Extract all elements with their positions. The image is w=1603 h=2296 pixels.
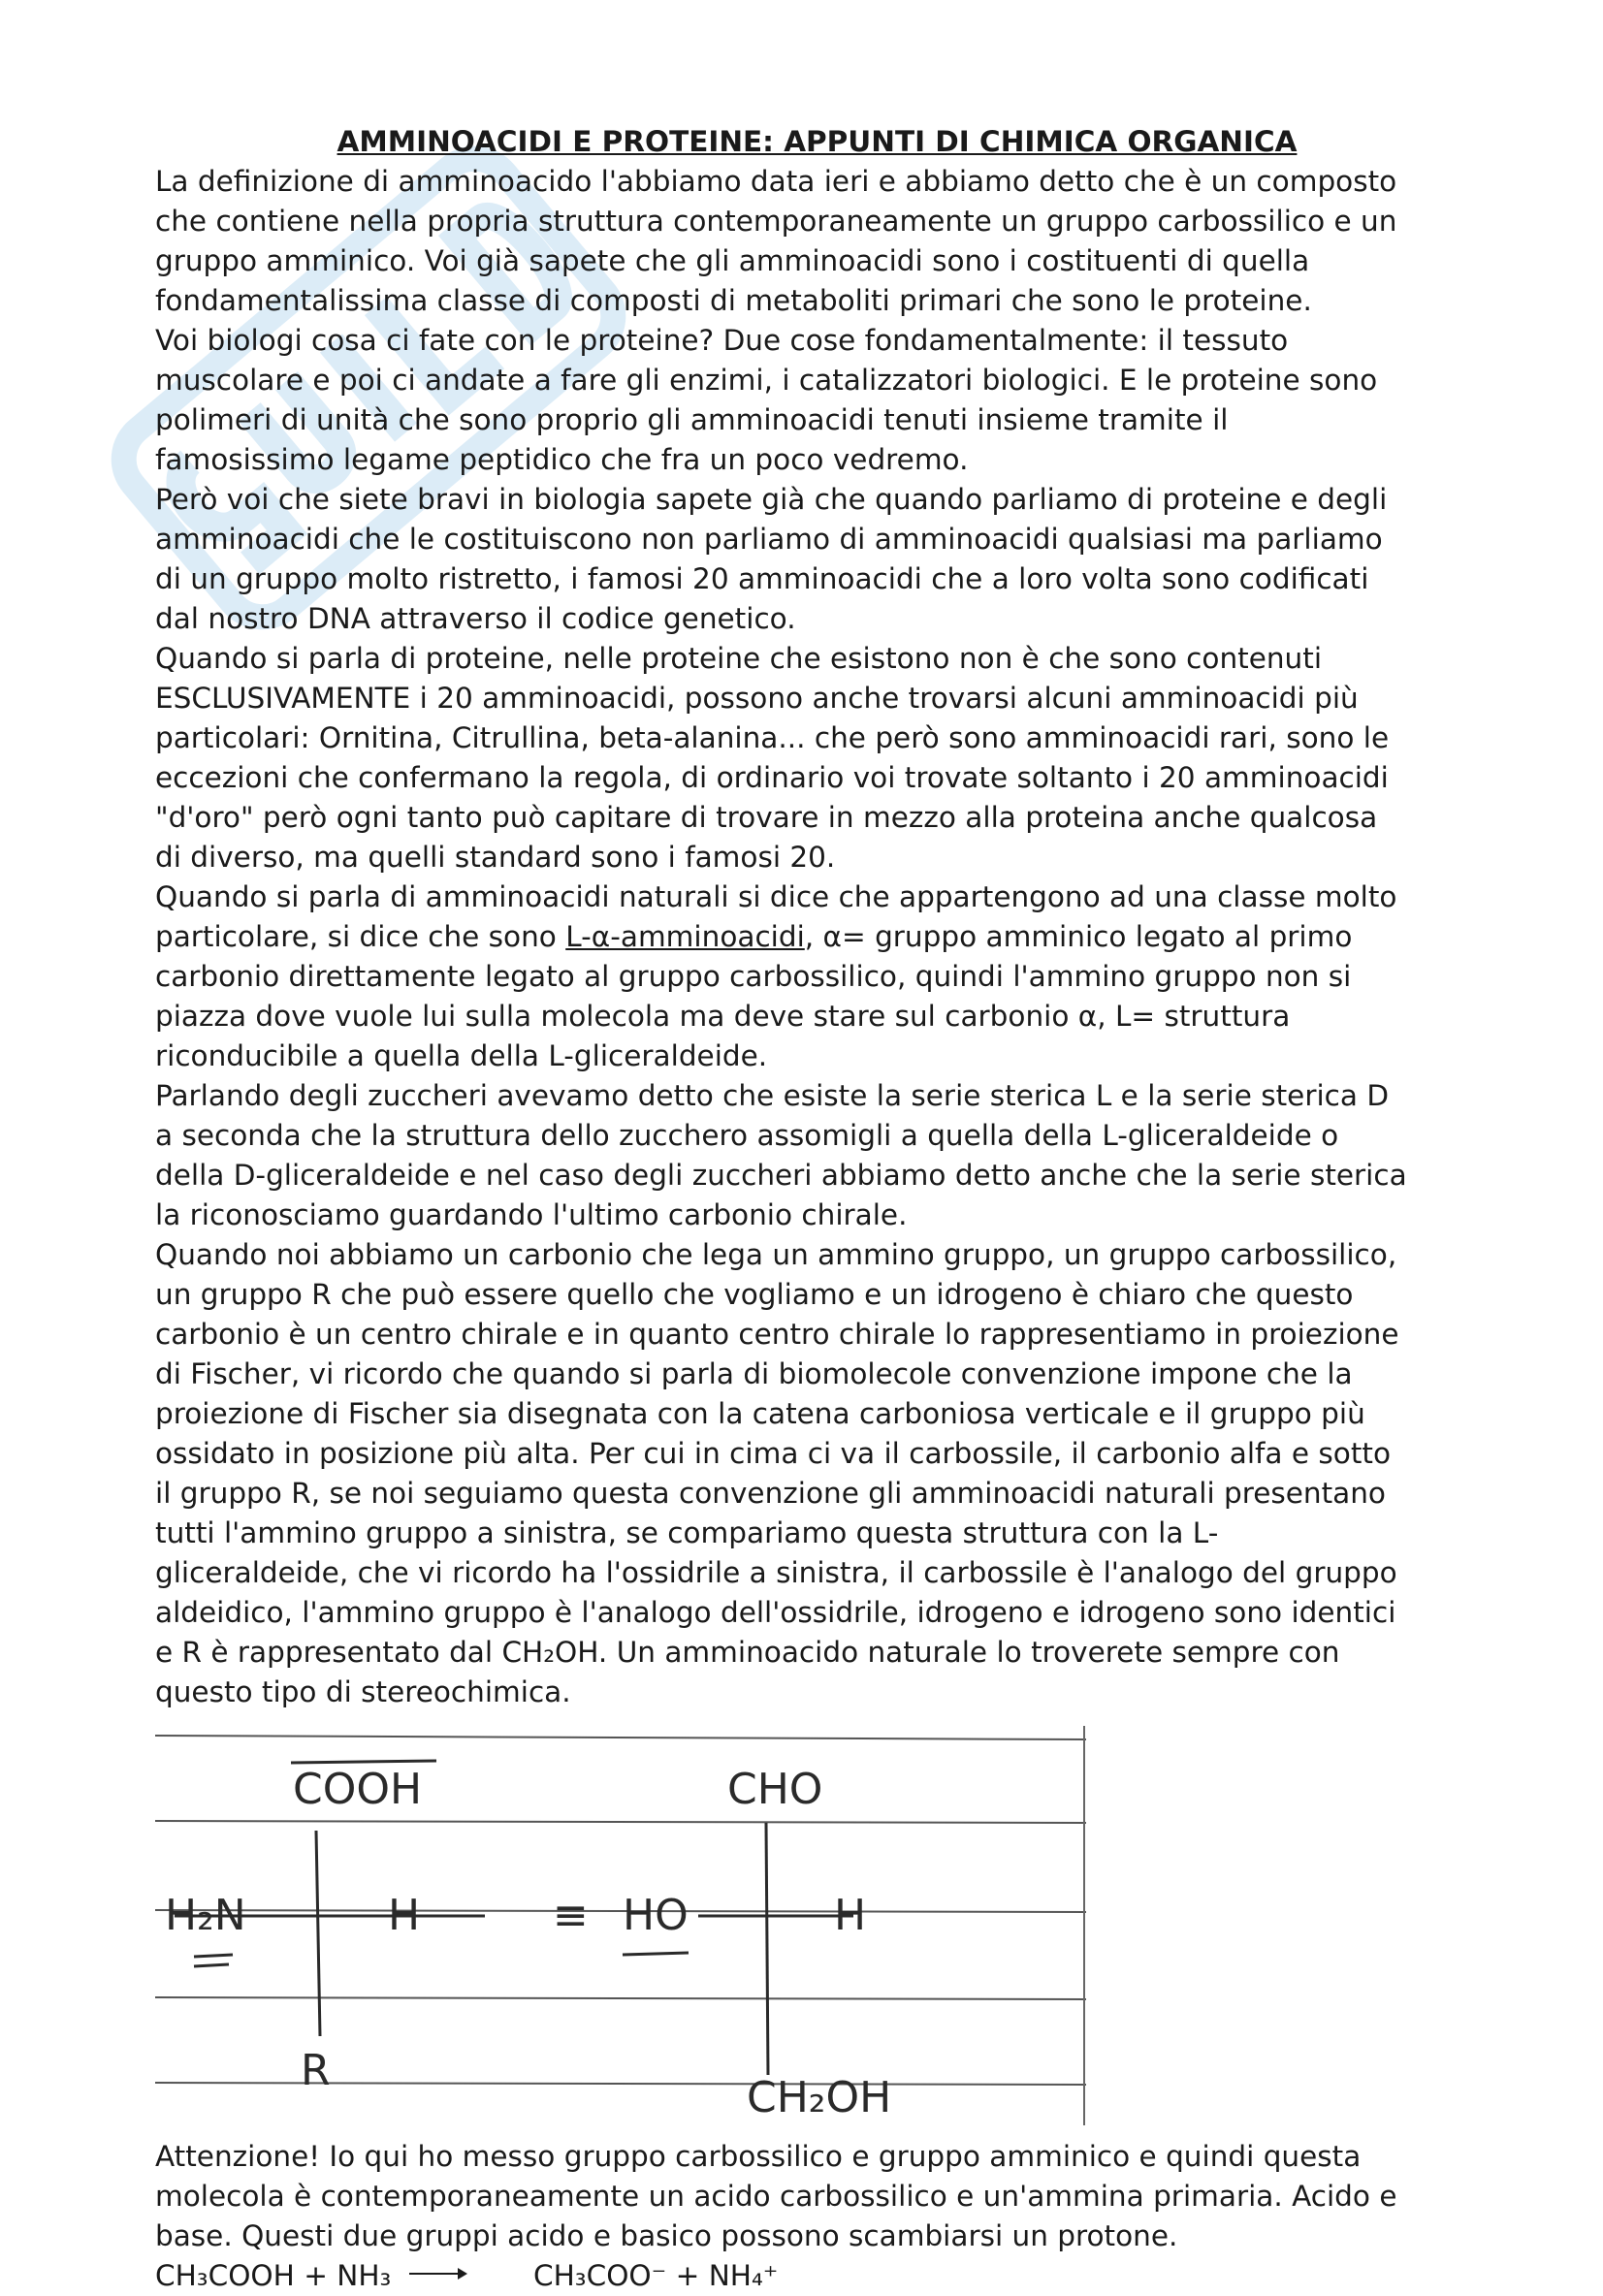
text-line: piazza dove vuole lui sulla molecola ma deve stare sul carbonio α, L= struttura (155, 1000, 1291, 1033)
text-line: il gruppo R, se noi seguiamo questa convenzione gli amminoacidi naturali presentano (155, 1477, 1386, 1510)
equation-reactants: CH₃COOH + NH₃ (155, 2259, 392, 2292)
glyceraldehyde-left-group: HO (623, 1891, 689, 1940)
paragraph-attention (155, 2137, 1459, 2256)
text-line: particolari: Ornitina, Citrullina, beta-alanina... che però sono amminoacidi rari, sono le (155, 721, 1390, 754)
glyceraldehyde-vertical-bond (766, 1823, 768, 2075)
text-line: Quando si parla di amminoacidi naturali si dice che appartengono ad una classe molto (155, 880, 1397, 913)
text-line: ossidato in posizione più alta. Per cui in cima ci va il carbossile, il carbonio alfa e sotto (155, 1437, 1392, 1470)
text-line: ESCLUSIVAMENTE i 20 amminoacidi, possono anche trovarsi alcuni amminoacidi più (155, 682, 1359, 715)
text-line: Parlando degli zuccheri avevamo detto che esiste la serie sterica L e la serie sterica D (155, 1079, 1390, 1112)
amino-acid-right-group: H (388, 1891, 421, 1940)
text-line: di diverso, ma quelli standard sono i famosi 20. (155, 841, 836, 874)
text-line: La definizione di amminoacido l'abbiamo data ieri e abbiamo detto che è un composto (155, 165, 1397, 198)
glyceraldehyde-bottom-group: CH₂OH (747, 2073, 892, 2122)
text-line: dal nostro DNA attraverso il codice genetico. (155, 602, 796, 635)
paragraph-twenty-amino-acids (155, 480, 1459, 639)
amino-acid-vertical-bond (316, 1831, 320, 2036)
text-line: della D-gliceraldeide e nel caso degli zuccheri abbiamo detto anche che la serie sterica (155, 1159, 1407, 1192)
ruled-line (155, 1997, 1086, 1999)
ruled-line (155, 1736, 1086, 1739)
ruled-line (155, 1821, 1086, 1823)
paragraph-definition (155, 162, 1459, 321)
equivalence-sign: ≡ (553, 1891, 589, 1940)
text-line: Quando noi abbiamo un carbonio che lega un ammino gruppo, un gruppo carbossilico, (155, 1238, 1397, 1271)
paragraph-fischer (155, 1235, 1459, 1712)
text-line: molecola è contemporaneamente un acido carbossilico e un'ammina primaria. Acido e (155, 2180, 1397, 2213)
ruled-line (155, 2083, 1086, 2085)
text-line: famosissimo legame peptidico che fra un poco vedremo. (155, 443, 969, 476)
glyceraldehyde-right-group: H (834, 1891, 867, 1940)
document-page (155, 122, 1459, 2296)
paragraph-l-alpha (155, 877, 1459, 1076)
fischer-projection-figure (155, 1726, 1086, 2125)
arrow-right-icon (409, 2264, 467, 2283)
text-line: Quando si parla di proteine, nelle proteine che esistono non è che sono contenuti (155, 642, 1323, 675)
underlined-term: L-α-amminoacidi (565, 920, 805, 953)
text-line: tutti l'ammino gruppo a sinistra, se compariamo questa struttura con la L- (155, 1516, 1219, 1549)
text-line: che contiene nella propria struttura contemporaneamente un gruppo carbossilico e un (155, 205, 1397, 238)
text-line: di Fischer, vi ricordo che quando si parla di biomolecole convenzione impone che la (155, 1357, 1353, 1390)
equation-products: CH₃COO⁻ + NH₄⁺ (533, 2259, 779, 2292)
text-fragment: , α= gruppo amminico legato al primo (804, 920, 1353, 953)
text-line: la riconosciamo guardando l'ultimo carbonio chirale. (155, 1198, 908, 1231)
text-line: Però voi che siete bravi in biologia sapete già che quando parliamo di proteine e degli (155, 483, 1388, 516)
page-title: AMMINOACIDI E PROTEINE: APPUNTI DI CHIMICA ORGANICA (337, 125, 1298, 158)
glyceraldehyde-top-group: CHO (727, 1765, 823, 1814)
text-line: aldeidico, l'ammino gruppo è l'analogo dell'ossidrile, idrogeno e idrogeno sono identici (155, 1596, 1396, 1629)
amino-acid-bottom-group: R (301, 2046, 331, 2095)
amino-acid-left-group: H₂N (165, 1891, 246, 1940)
text-line: gruppo amminico. Voi già sapete che gli amminoacidi sono i costituenti di quella (155, 244, 1310, 277)
text-line: amminoacidi che le costituiscono non parliamo di amminoacidi qualsiasi ma parliamo (155, 523, 1383, 556)
amino-acid-top-group: COOH (293, 1765, 423, 1814)
text-fragment: particolare, si dice che sono (155, 920, 566, 953)
text-line: di un gruppo molto ristretto, i famosi 20 amminoacidi che a loro volta sono codificati (155, 562, 1369, 595)
text-line: riconducibile a quella della L-gliceraldeide. (155, 1039, 768, 1072)
text-line: e R è rappresentato dal CH₂OH. Un amminoacido naturale lo troverete sempre con (155, 1636, 1340, 1669)
text-line: polimeri di unità che sono proprio gli amminoacidi tenuti insieme tramite il (155, 403, 1229, 436)
text-line: Attenzione! Io qui ho messo gruppo carbossilico e gruppo amminico e quindi questa (155, 2140, 1362, 2173)
text-line: fondamentalissima classe di composti di metaboliti primari che sono le proteine. (155, 284, 1312, 317)
paragraph-biology (155, 321, 1459, 480)
text-line: carbonio direttamente legato al gruppo carbossilico, quindi l'ammino gruppo non si (155, 960, 1352, 993)
text-line: carbonio è un centro chirale e in quanto centro chirale lo rappresentiamo in proiezione (155, 1318, 1399, 1351)
text-line: a seconda che la struttura dello zucchero assomigli a quella della L-gliceraldeide o (155, 1119, 1339, 1152)
fischer-projection-drawing (155, 1726, 1086, 2125)
paragraph-sugars (155, 1076, 1459, 1235)
ruled-line (155, 1910, 1086, 1912)
text-line (155, 917, 1459, 957)
text-line: gliceraldeide, che vi ricordo ha l'ossidrile a sinistra, il carbossile è l'analogo del gruppo (155, 1556, 1397, 1589)
text-line: "d'oro" però ogni tanto può capitare di trovare in mezzo alla proteina anche qualcosa (155, 801, 1378, 834)
emphasis-stroke (194, 1964, 229, 1966)
text-line: Voi biologi cosa ci fate con le proteine? Due cose fondamentalmente: il tessuto (155, 324, 1289, 357)
text-line: base. Questi due gruppi acido e basico possono scambiarsi un protone. (155, 2219, 1178, 2252)
text-line: questo tipo di stereochimica. (155, 1675, 571, 1708)
text-line: proiezione di Fischer sia disegnata con la catena carboniosa verticale e il gruppo più (155, 1397, 1365, 1430)
emphasis-stroke (623, 1953, 689, 1955)
overline-stroke (291, 1761, 436, 1763)
paragraph-rare-amino-acids (155, 639, 1459, 877)
text-line: eccezioni che confermano la regola, di ordinario voi trovate soltanto i 20 amminoacidi (155, 761, 1389, 794)
text-line: un gruppo R che può essere quello che vogliamo e un idrogeno è chiaro che questo (155, 1278, 1354, 1311)
emphasis-stroke (194, 1955, 233, 1957)
text-line: muscolare e poi ci andate a fare gli enzimi, i catalizzatori biologici. E le proteine sono (155, 364, 1378, 397)
acid-base-equation (155, 2256, 1459, 2296)
